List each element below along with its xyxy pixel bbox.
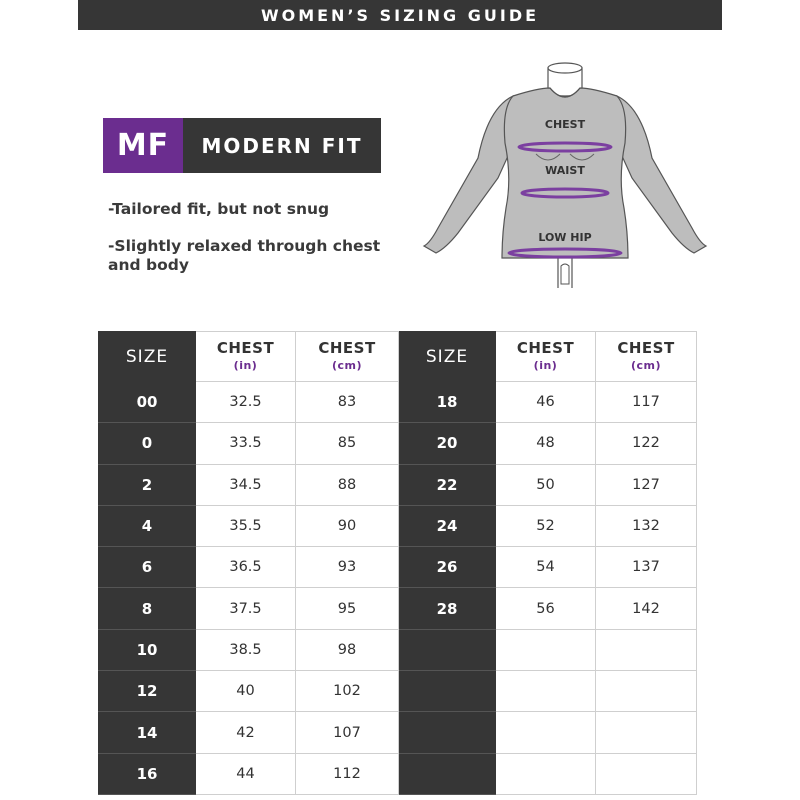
table-header-row [99, 332, 697, 382]
table-row [99, 588, 697, 629]
chest-cm-cell-left: 88 [296, 464, 399, 505]
unit-cm-label: (cm) [331, 358, 363, 372]
size-cell-right: 18 [399, 382, 496, 423]
table-row [99, 671, 697, 712]
chest-cm-cell-left: 90 [296, 505, 399, 546]
chest-cm-cell-left: 95 [296, 588, 399, 629]
size-cell-right [399, 712, 496, 753]
chest-in-cell-left: 33.5 [196, 423, 296, 464]
garment-illustration [418, 48, 712, 290]
chest-header-text: CHEST [617, 338, 675, 357]
guide-banner [78, 0, 722, 30]
size-cell-left: 8 [99, 588, 196, 629]
size-cell-left: 12 [99, 671, 196, 712]
chest-in-cell-right: 48 [496, 423, 596, 464]
size-cell-right [399, 753, 496, 794]
chest-cm-cell-left: 112 [296, 753, 399, 794]
fit-badge [103, 118, 381, 173]
chest-in-cell-right [496, 629, 596, 670]
chest-in-cell-left: 37.5 [196, 588, 296, 629]
chest-in-cell-left: 44 [196, 753, 296, 794]
chest-in-cell-left: 32.5 [196, 382, 296, 423]
fit-feature-2: -Slightly relaxed through chest and body [108, 237, 381, 274]
chest-cm-cell-left: 107 [296, 712, 399, 753]
chest-cm-cell-left: 85 [296, 423, 399, 464]
size-cell-left: 14 [99, 712, 196, 753]
size-cell-right [399, 629, 496, 670]
unit-in-label: (in) [233, 358, 258, 372]
waist-label: WAIST [545, 164, 585, 177]
chest-in-header-left [196, 332, 296, 382]
chest-in-cell-right: 50 [496, 464, 596, 505]
size-cell-left: 6 [99, 547, 196, 588]
chest-cm-cell-right [596, 712, 697, 753]
chest-in-cell-left: 38.5 [196, 629, 296, 670]
chest-label: CHEST [544, 118, 586, 131]
chest-cm-header-left [296, 332, 399, 382]
table-row [99, 712, 697, 753]
size-cell-right: 22 [399, 464, 496, 505]
size-cell-right: 28 [399, 588, 496, 629]
chest-in-cell-right: 54 [496, 547, 596, 588]
chest-cm-cell-right [596, 629, 697, 670]
size-cell-left: 00 [99, 382, 196, 423]
size-cell-right [399, 671, 496, 712]
fit-code: MF [103, 118, 183, 173]
chest-in-cell-left: 35.5 [196, 505, 296, 546]
size-header-left: SIZE [99, 332, 196, 382]
chest-in-header-right [496, 332, 596, 382]
unit-in-label: (in) [533, 358, 558, 372]
table-row [99, 464, 697, 505]
chest-cm-cell-right: 117 [596, 382, 697, 423]
size-cell-left: 2 [99, 464, 196, 505]
size-cell-right: 24 [399, 505, 496, 546]
fit-name: MODERN FIT [183, 118, 381, 173]
size-rows [99, 382, 697, 795]
table-row [99, 753, 697, 794]
chest-header-text: CHEST [216, 338, 275, 357]
chest-cm-cell-right: 127 [596, 464, 697, 505]
table-row [99, 547, 697, 588]
unit-cm-label: (cm) [630, 358, 662, 372]
table-row [99, 423, 697, 464]
guide-title: WOMEN’S SIZING GUIDE [260, 5, 540, 25]
table-row [99, 629, 697, 670]
table-row [99, 382, 697, 423]
table-row [99, 505, 697, 546]
chest-cm-header-right [596, 332, 697, 382]
chest-header-text: CHEST [516, 338, 575, 357]
fit-feature-1: -Tailored fit, but not snug [108, 200, 330, 218]
chest-in-cell-left: 40 [196, 671, 296, 712]
chest-in-cell-left: 34.5 [196, 464, 296, 505]
size-header-right: SIZE [399, 332, 496, 382]
chest-cm-cell-right: 142 [596, 588, 697, 629]
size-cell-left: 16 [99, 753, 196, 794]
chest-in-cell-right: 46 [496, 382, 596, 423]
chest-header-text: CHEST [318, 338, 376, 357]
chest-in-cell-right: 52 [496, 505, 596, 546]
chest-cm-cell-left: 98 [296, 629, 399, 670]
chest-in-cell-left: 42 [196, 712, 296, 753]
size-cell-left: 4 [99, 505, 196, 546]
chest-cm-cell-left: 83 [296, 382, 399, 423]
size-cell-right: 26 [399, 547, 496, 588]
chest-cm-cell-left: 93 [296, 547, 399, 588]
chest-cm-cell-right: 137 [596, 547, 697, 588]
chest-in-cell-right: 56 [496, 588, 596, 629]
chest-cm-cell-right: 122 [596, 423, 697, 464]
chest-cm-cell-left: 102 [296, 671, 399, 712]
chest-in-cell-right [496, 753, 596, 794]
chest-in-cell-right [496, 712, 596, 753]
chest-in-cell-right [496, 671, 596, 712]
size-cell-left: 10 [99, 629, 196, 670]
size-cell-left: 0 [99, 423, 196, 464]
chest-cm-cell-right [596, 671, 697, 712]
size-chart-table [98, 331, 697, 795]
low-hip-label: LOW HIP [538, 231, 592, 244]
chest-cm-cell-right: 132 [596, 505, 697, 546]
chest-cm-cell-right [596, 753, 697, 794]
chest-in-cell-left: 36.5 [196, 547, 296, 588]
size-cell-right: 20 [399, 423, 496, 464]
